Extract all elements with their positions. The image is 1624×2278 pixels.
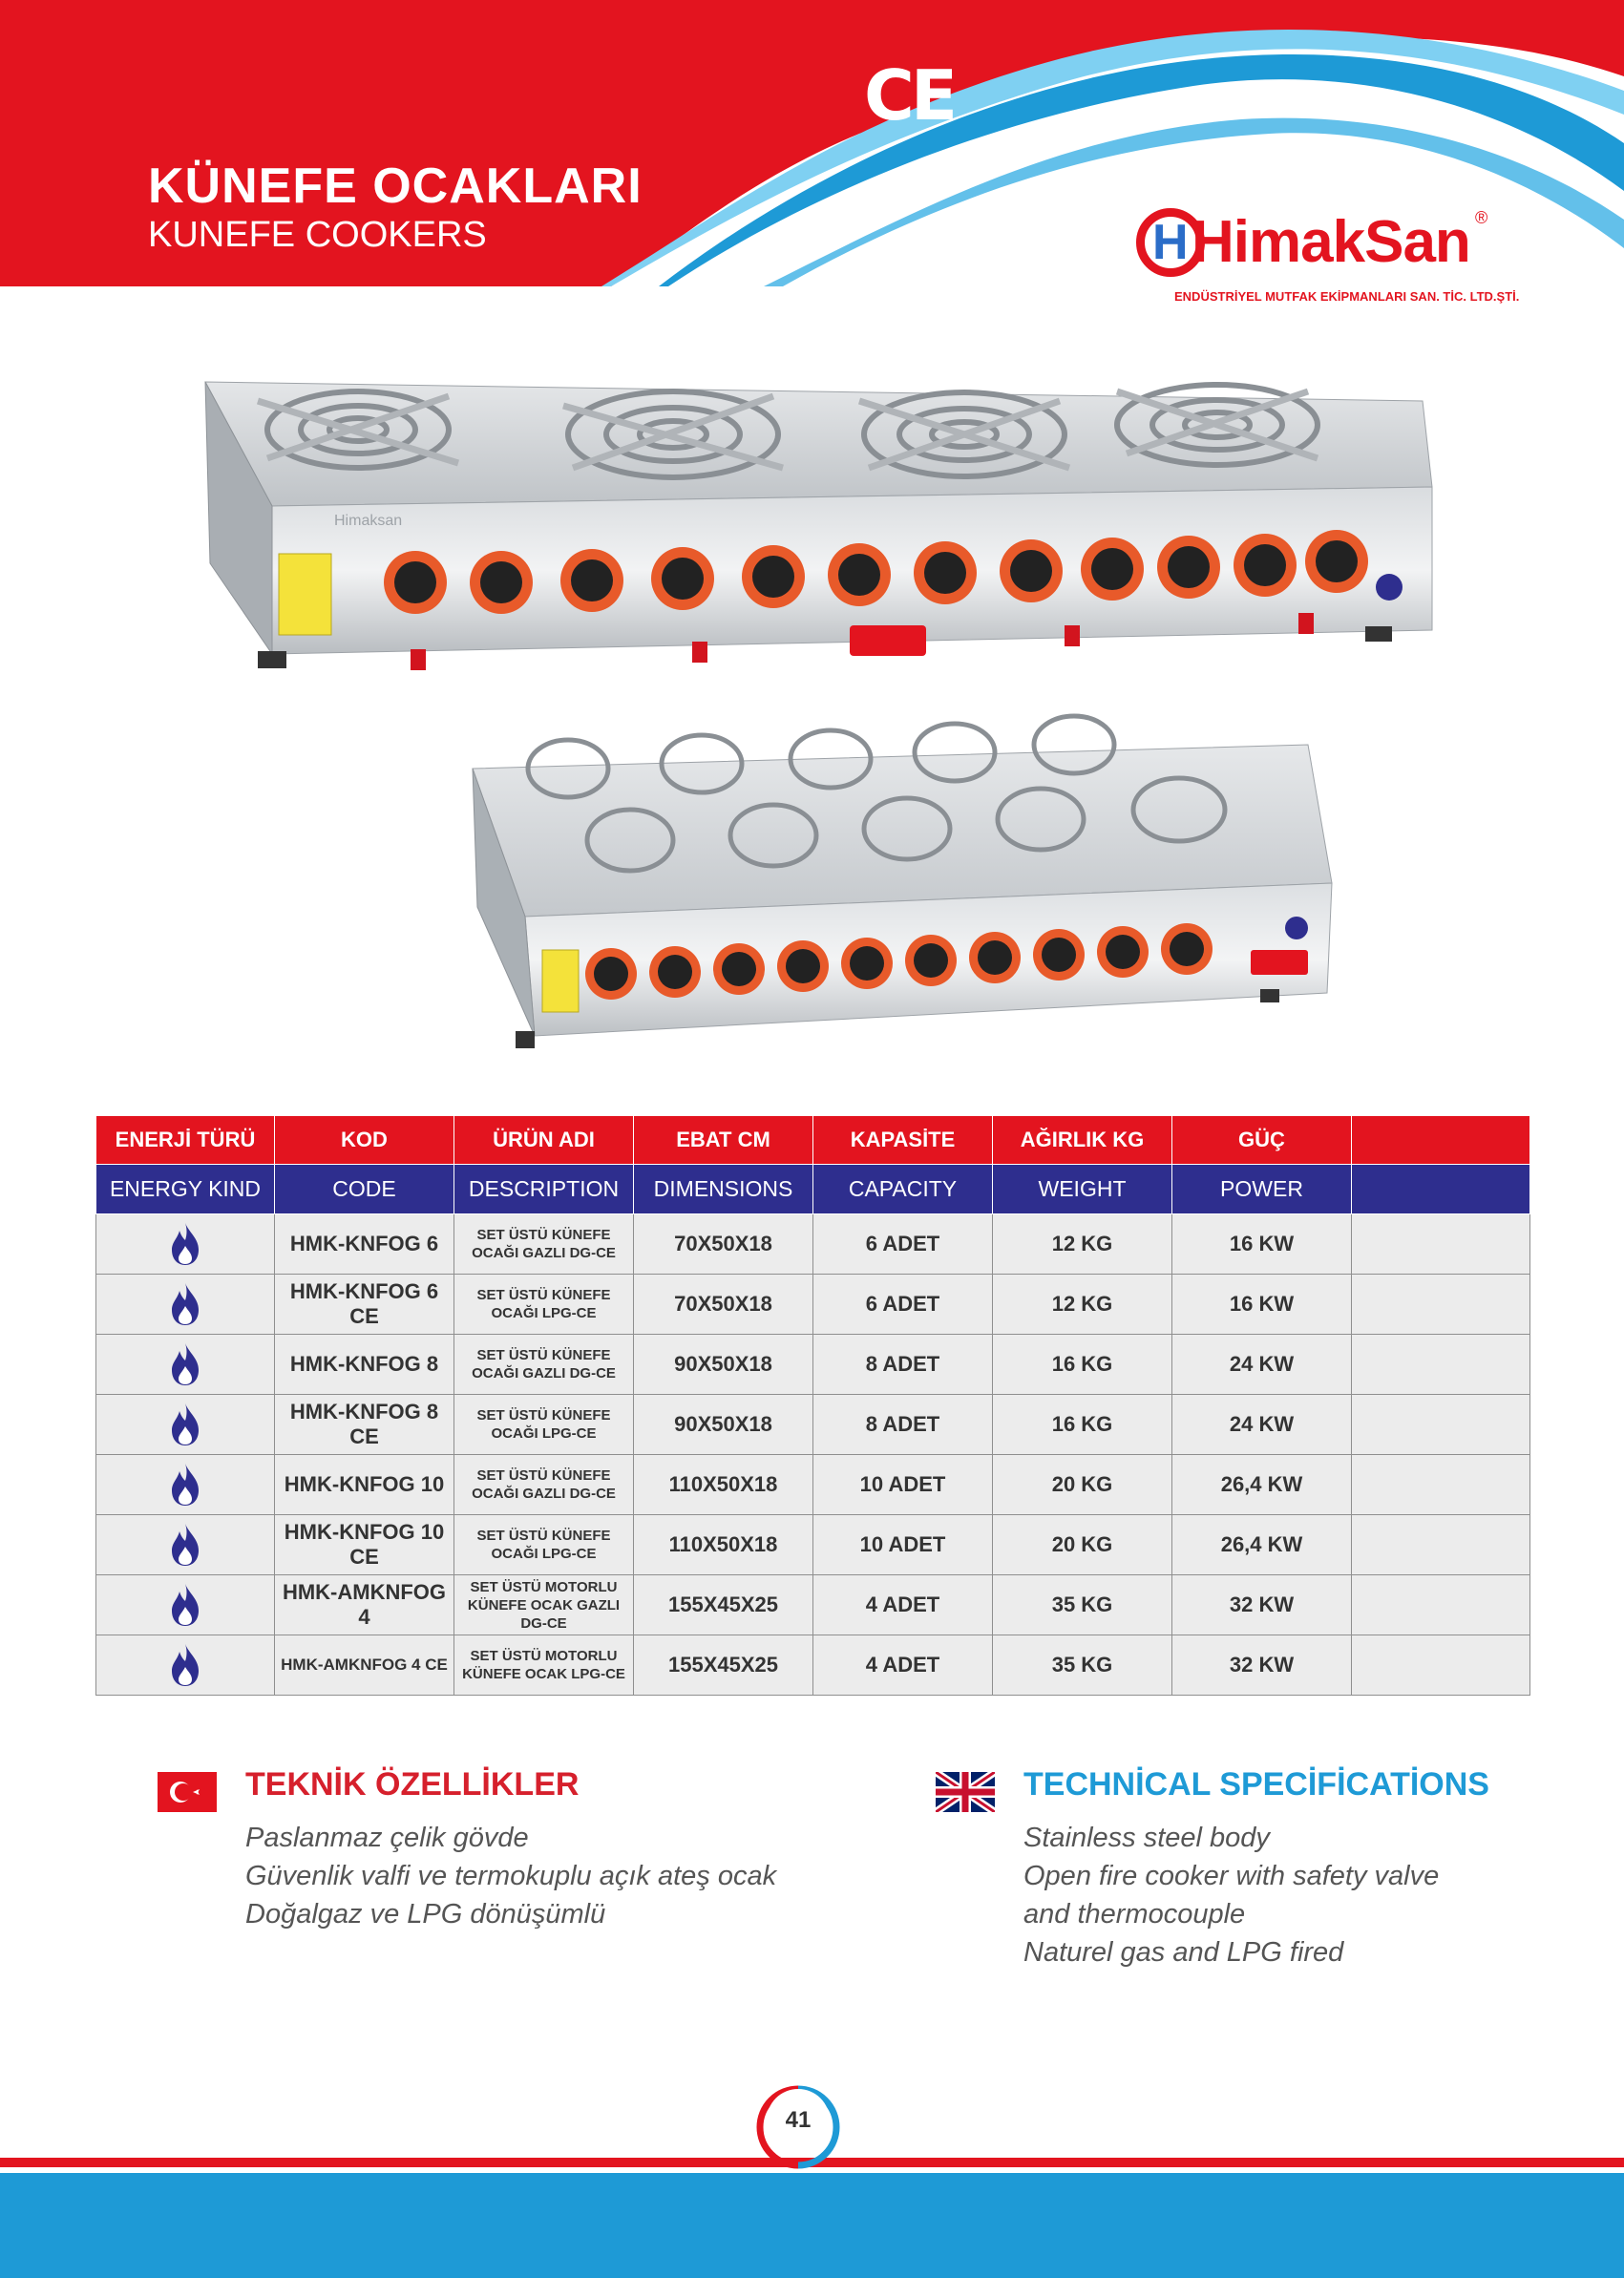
col-header-weight-tr: AĞIRLIK KG [993, 1116, 1172, 1165]
col-header-energy-tr: ENERJİ TÜRÜ [96, 1116, 275, 1165]
power-cell: 32 KW [1172, 1575, 1352, 1635]
list-item: Open fire cooker with safety valve and thermocouple [1023, 1861, 1440, 1930]
capacity-cell: 10 ADET [813, 1455, 993, 1515]
gas-flame-icon [166, 1221, 204, 1267]
description-line-1: SET ÜSTÜ KÜNEFE [476, 1467, 611, 1484]
col-header-weight-en: WEIGHT [993, 1165, 1172, 1214]
col-header-description-en: DESCRIPTION [454, 1165, 634, 1214]
ten-burner-kunefe-cooker-photo [468, 707, 1337, 1079]
code-cell: HMK-KNFOG 10 CE [275, 1515, 454, 1575]
description-cell [454, 1275, 634, 1335]
description-cell [454, 1214, 634, 1275]
energy-cell [96, 1455, 275, 1515]
weight-cell: 16 KG [993, 1395, 1172, 1455]
power-cell: 32 KW [1172, 1635, 1352, 1696]
table-row [96, 1575, 1530, 1635]
description-line-1: SET ÜSTÜ KÜNEFE [476, 1407, 611, 1424]
empty-cell [1352, 1335, 1530, 1395]
company-logo [1136, 208, 1520, 313]
gas-flame-icon [166, 1582, 204, 1628]
description-line-2: OCAĞI LPG-CE [491, 1305, 597, 1321]
empty-cell [1352, 1455, 1530, 1515]
specs-list-en [1023, 1819, 1482, 1972]
col-header-description-tr: ÜRÜN ADI [454, 1116, 634, 1165]
table-row [96, 1275, 1530, 1335]
power-cell: 24 KW [1172, 1395, 1352, 1455]
uk-flag-icon [936, 1772, 995, 1812]
gas-flame-icon [166, 1281, 204, 1327]
capacity-cell: 6 ADET [813, 1275, 993, 1335]
gas-flame-icon [166, 1402, 204, 1447]
page-title-tr: KÜNEFE OCAKLARI [148, 158, 643, 214]
table-row [96, 1335, 1530, 1395]
power-cell: 16 KW [1172, 1214, 1352, 1275]
energy-cell [96, 1214, 275, 1275]
empty-cell [1352, 1515, 1530, 1575]
description-line-1: SET ÜSTÜ KÜNEFE [476, 1528, 611, 1544]
four-burner-kunefe-cooker-photo [191, 344, 1442, 707]
code-cell: HMK-AMKNFOG 4 CE [275, 1635, 454, 1696]
weight-cell: 12 KG [993, 1214, 1172, 1275]
description-line-2: OCAĞI GAZLI DG-CE [472, 1486, 616, 1502]
dimensions-cell: 70X50X18 [634, 1214, 813, 1275]
list-item: Stainless steel body [1023, 1823, 1270, 1853]
col-header-dimensions-en: DIMENSIONS [634, 1165, 813, 1214]
dimensions-cell: 110X50X18 [634, 1455, 813, 1515]
energy-cell [96, 1275, 275, 1335]
specs-title-en: TECHNİCAL SPECİFİCATİONS [1023, 1766, 1489, 1803]
capacity-cell: 6 ADET [813, 1214, 993, 1275]
dimensions-cell: 90X50X18 [634, 1335, 813, 1395]
table-row [96, 1635, 1530, 1696]
page-number: 41 [767, 2089, 830, 2152]
description-cell [454, 1335, 634, 1395]
energy-cell [96, 1635, 275, 1696]
capacity-cell: 8 ADET [813, 1395, 993, 1455]
col-header-code-en: CODE [275, 1165, 454, 1214]
dimensions-cell: 155X45X25 [634, 1635, 813, 1696]
description-cell [454, 1395, 634, 1455]
list-item: Güvenlik valfi ve termokuplu açık ateş ocak [245, 1861, 777, 1891]
table-row [96, 1455, 1530, 1515]
description-line-1: SET ÜSTÜ MOTORLU [470, 1648, 618, 1664]
weight-cell: 20 KG [993, 1515, 1172, 1575]
capacity-cell: 4 ADET [813, 1575, 993, 1635]
power-cell: 16 KW [1172, 1275, 1352, 1335]
col-header-power-en: POWER [1172, 1165, 1352, 1214]
empty-cell [1352, 1275, 1530, 1335]
energy-cell [96, 1515, 275, 1575]
description-line-2: OCAĞI GAZLI DG-CE [472, 1245, 616, 1261]
power-cell: 24 KW [1172, 1335, 1352, 1395]
description-line-2: KÜNEFE OCAK LPG-CE [462, 1666, 625, 1682]
page-header [0, 0, 1624, 304]
table-row [96, 1214, 1530, 1275]
description-cell [454, 1455, 634, 1515]
table-row [96, 1395, 1530, 1455]
weight-cell: 12 KG [993, 1275, 1172, 1335]
description-line-2: OCAĞI GAZLI DG-CE [472, 1365, 616, 1382]
list-item: Doğalgaz ve LPG dönüşümlü [245, 1899, 606, 1930]
weight-cell: 35 KG [993, 1575, 1172, 1635]
logo-name: HimakSan [1192, 209, 1470, 275]
col-header-capacity-tr: KAPASİTE [813, 1116, 993, 1165]
capacity-cell: 4 ADET [813, 1635, 993, 1696]
code-cell: HMK-KNFOG 10 [275, 1455, 454, 1515]
specs-list-tr [245, 1819, 776, 1933]
description-line-2: OCAĞI LPG-CE [491, 1546, 597, 1562]
col-header-dimensions-tr: EBAT CM [634, 1116, 813, 1165]
description-cell [454, 1515, 634, 1575]
description-line-2: KÜNEFE OCAK GAZLI DG-CE [467, 1596, 621, 1632]
gas-flame-icon [166, 1462, 204, 1508]
description-line-1: SET ÜSTÜ KÜNEFE [476, 1347, 611, 1363]
list-item: Paslanmaz çelik gövde [245, 1823, 529, 1853]
table-row [96, 1515, 1530, 1575]
col-header-capacity-en: CAPACITY [813, 1165, 993, 1214]
description-cell [454, 1575, 634, 1635]
power-cell: 26,4 KW [1172, 1455, 1352, 1515]
empty-cell [1352, 1395, 1530, 1455]
dimensions-cell: 90X50X18 [634, 1395, 813, 1455]
code-cell: HMK-AMKNFOG 4 [275, 1575, 454, 1635]
empty-cell [1352, 1214, 1530, 1275]
col-header-empty-en [1352, 1165, 1530, 1214]
gas-flame-icon [166, 1341, 204, 1387]
dimensions-cell: 110X50X18 [634, 1515, 813, 1575]
logo-registered-mark: ® [1475, 208, 1488, 227]
description-line-1: SET ÜSTÜ KÜNEFE [476, 1227, 611, 1243]
energy-cell [96, 1575, 275, 1635]
svg-text:Himaksan: Himaksan [334, 513, 403, 529]
page-title-en: KUNEFE COOKERS [148, 215, 487, 255]
gas-flame-icon [166, 1522, 204, 1568]
capacity-cell: 10 ADET [813, 1515, 993, 1575]
col-header-energy-en: ENERGY KIND [96, 1165, 275, 1214]
energy-cell [96, 1335, 275, 1395]
weight-cell: 20 KG [993, 1455, 1172, 1515]
col-header-code-tr: KOD [275, 1116, 454, 1165]
energy-cell [96, 1395, 275, 1455]
table-header-row-en [96, 1165, 1530, 1214]
description-line-1: SET ÜSTÜ KÜNEFE [476, 1287, 611, 1303]
code-cell: HMK-KNFOG 8 [275, 1335, 454, 1395]
turkey-flag-icon [158, 1772, 217, 1812]
capacity-cell: 8 ADET [813, 1335, 993, 1395]
weight-cell: 16 KG [993, 1335, 1172, 1395]
specs-title-tr: TEKNİK ÖZELLİKLER [245, 1766, 580, 1803]
code-cell: HMK-KNFOG 6 CE [275, 1275, 454, 1335]
table-header-row-tr [96, 1116, 1530, 1165]
weight-cell: 35 KG [993, 1635, 1172, 1696]
list-item: Naturel gas and LPG fired [1023, 1937, 1344, 1968]
empty-cell [1352, 1635, 1530, 1696]
dimensions-cell: 155X45X25 [634, 1575, 813, 1635]
ce-mark-icon: CE [864, 55, 955, 136]
power-cell: 26,4 KW [1172, 1515, 1352, 1575]
description-line-2: OCAĞI LPG-CE [491, 1425, 597, 1442]
dimensions-cell: 70X50X18 [634, 1275, 813, 1335]
col-header-power-tr: GÜÇ [1172, 1116, 1352, 1165]
gas-flame-icon [166, 1642, 204, 1688]
description-line-1: SET ÜSTÜ MOTORLU [470, 1578, 618, 1595]
logo-tagline: ENDÜSTRİYEL MUTFAK EKİPMANLARI SAN. TİC. LTD.ŞTİ. [1174, 289, 1520, 304]
empty-cell [1352, 1575, 1530, 1635]
product-spec-table [95, 1115, 1530, 1696]
description-cell [454, 1635, 634, 1696]
code-cell: HMK-KNFOG 6 [275, 1214, 454, 1275]
himaksan-logo-icon: H [1136, 208, 1205, 277]
col-header-empty-tr [1352, 1116, 1530, 1165]
code-cell: HMK-KNFOG 8 CE [275, 1395, 454, 1455]
